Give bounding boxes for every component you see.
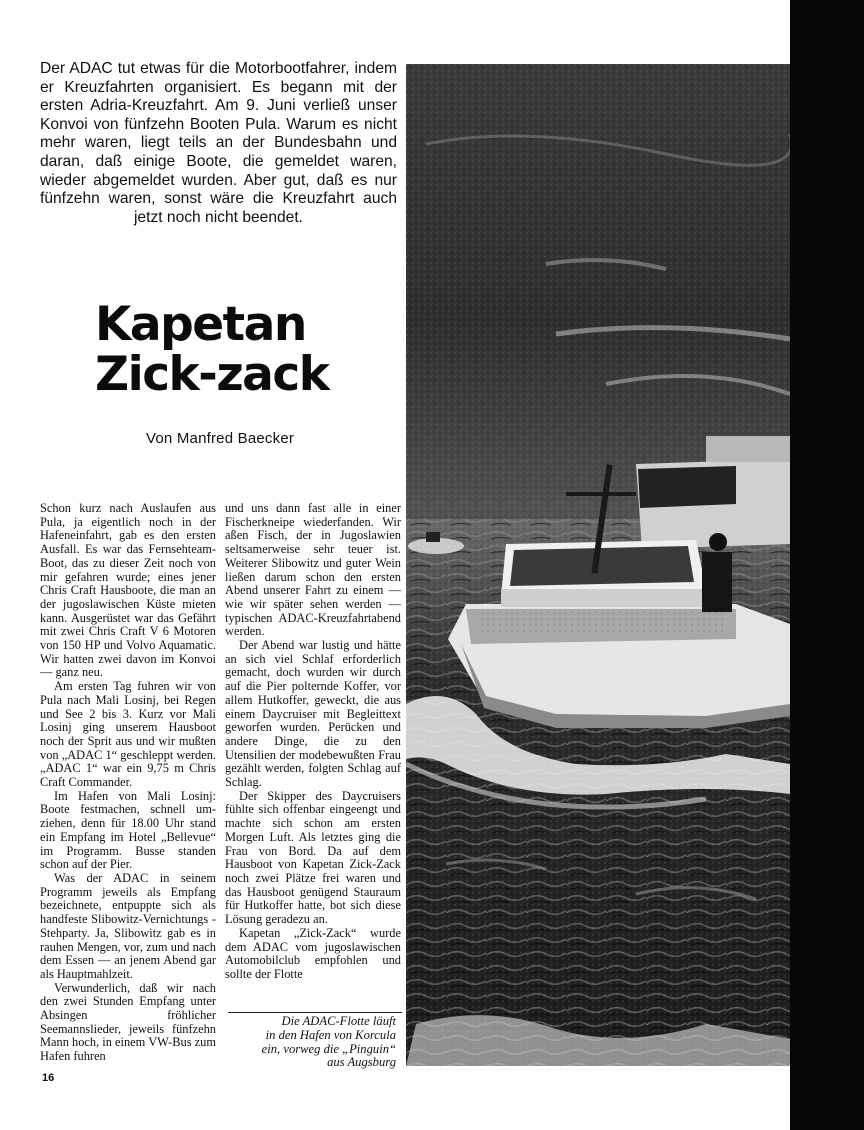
text-column-2 bbox=[225, 502, 401, 982]
boat-photo bbox=[406, 64, 790, 1066]
paragraph: Verwunderlich, daß wir nach den zwei Stunden Empfang unter Absingen fröhlicher Seemannslieder, jeweils fünfzehn Mann hoch, in einem VW-Bus zum Hafen fuhren bbox=[40, 980, 216, 1064]
byline: Von Manfred Baecker bbox=[146, 430, 295, 447]
page-number: 16 bbox=[42, 1072, 55, 1084]
paragraph: Der Abend war lustig und hätte an sich viel Schlaf erforderlich gemacht, doch wurden wir durch auf die Pier polternde Koffer, vor allem Hutkoffer, geweckt, die aus einem Daycruiser mit Begleittext geworfen wurden. Perücken und andere Dinge, die zu den Utensilien der modebewußten Frau gezählt werden, folgten Schlag auf Schlag. bbox=[225, 638, 401, 790]
caption-line: in den Hafen von Korcula bbox=[265, 1027, 396, 1042]
paragraph: Kapetan „Zick-Zack“ wurde dem ADAC vom jugoslawischen Automobilclub empfohlen und sollte der Flotte bbox=[225, 925, 401, 981]
paragraph: Schon kurz nach Auslaufen aus Pula, ja eigentlich noch in der Hafeneinfahrt, gab es den ersten Ausfall. Es war das Fernsehteam-Boot, das zu dieser Zeit noch von mir gefahren wurde; eines jener Chris Craft Hausboote, die man an der jugoslawischen Küste mieten kann. Ausgerüstet war das Gefährt mit zwei Chris Craft V 6 Motoren von 150 HP und Volvo Aquamatic. Wir hatten zwei davon im Konvoi — ganz neu. bbox=[40, 501, 216, 680]
paragraph: Der Skipper des Daycruisers fühlte sich offenbar eingeengt und machte sich schon am ersten Morgen Luft. Als letztes ging die Frau von Bord. Da auf dem Hausboot von Kapetan Zick-Zack noch zwei Plätze frei waren und das Hausboot genügend Stauraum für Hutkoffer hatte, bot sich diese Lösung geradezu an. bbox=[225, 788, 401, 927]
paragraph: Im Hafen von Mali Losinj: Boote festmachen, schnell umziehen, denn für 18.00 Uhr stand ein Empfang im Hotel „Bellevue“ im Programm. Busse standen schon auf der Pier. bbox=[40, 788, 216, 872]
text-column-1 bbox=[40, 502, 216, 1064]
intro-paragraph: Der ADAC tut etwas für die Motorbootfahrer, indem er Kreuzfahrten organisiert. Es begann mit der ersten Adria-Kreuzfahrt. Am 9. Juni verließ unser Konvoi von fünfzehn Booten Pula. Warum es nicht mehr waren, liegt teils an der Bundesbahn und daran, daß einige Boote, die gemeldet waren, wieder abgemeldet wurden. Aber gut, daß es nur fünfzehn waren, sonst wäre die Kreuzfahrt auch jetzt noch nicht beendet. bbox=[40, 60, 397, 226]
photo-caption bbox=[226, 1015, 396, 1070]
article-title bbox=[95, 297, 365, 402]
paragraph: Was der ADAC in seinem Programm jeweils als Empfang bezeichnete, entpuppte sich als handfeste Slibowitz-Vernichtungs - Stehparty. Ja, Slibowitz gab es in rauhen Mengen, vor, zum und nach dem Essen — an jenem Abend gar als Hauptmahlzeit. bbox=[40, 870, 216, 981]
article-title-line-1: Kapetan bbox=[95, 297, 306, 352]
caption-line: aus Augsburg bbox=[327, 1055, 396, 1070]
paragraph: und uns dann fast alle in einer Fischerkneipe wiederfanden. Wir aßen Fisch, der in Jugoslawien seltsamerweise sehr teuer ist. Weiterer Slibowitz und guter Wein ließen darum schon den ersten Abend unserer Fahrt zu einem — wie wir später sehen werden — typischen ADAC-Kreuzfahrtabend werden. bbox=[225, 501, 401, 639]
caption-rule bbox=[228, 1012, 402, 1013]
article-title-line-2: Zick-zack bbox=[95, 347, 329, 402]
paragraph: Am ersten Tag fuhren wir von Pula nach Mali Losinj, bei Regen und See 2 bis 3. Kurz vor Mali Losinj ging unserem Hausboot noch der Sprit aus und wir mußten von „ADAC 1“ geschleppt werden. „ADAC 1“ war ein 9,75 m Chris Craft Commander. bbox=[40, 679, 216, 790]
caption-line: Die ADAC-Flotte läuft bbox=[281, 1014, 396, 1028]
page-edge-strip bbox=[790, 0, 864, 1130]
caption-line: ein, vorweg die „Pinguin“ bbox=[261, 1041, 396, 1056]
